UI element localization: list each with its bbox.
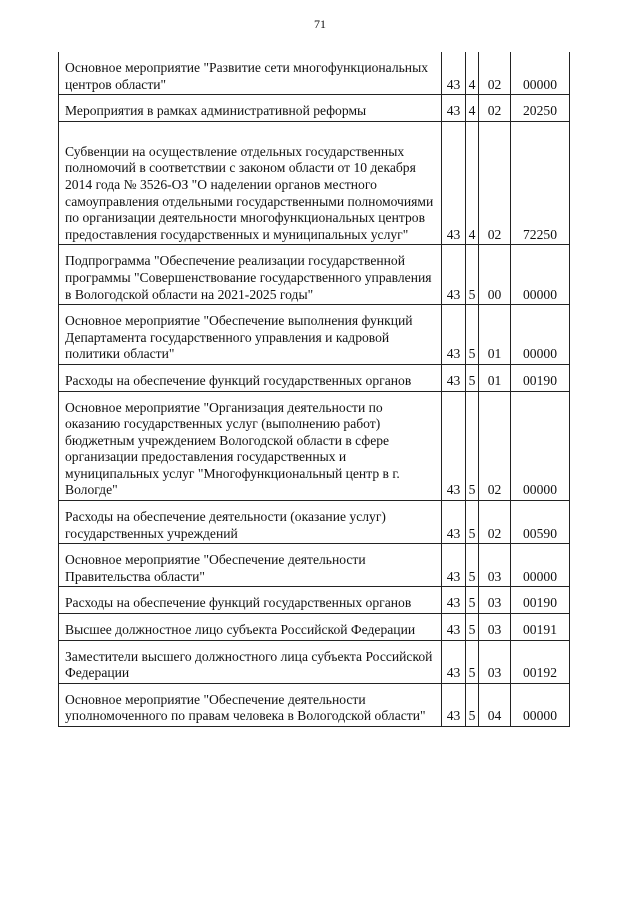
code-part-4: 00000 — [511, 683, 570, 726]
table-row — [59, 683, 570, 726]
row-name: Мероприятия в рамках административной реформы — [59, 95, 442, 122]
code-part-3: 01 — [479, 364, 511, 391]
code-part-2: 5 — [466, 391, 479, 501]
code-part-1: 43 — [442, 245, 466, 305]
table-row — [59, 587, 570, 614]
code-part-3: 01 — [479, 305, 511, 365]
code-part-4: 00191 — [511, 614, 570, 641]
code-part-1: 43 — [442, 640, 466, 683]
row-name: Субвенции на осуществление отдельных государственных полномочий в соответствии с законом области от 10 декабря 2014 года № 3526-ОЗ "О наделении органов местного самоуправления отдельными государственными полномочиями по организации деятельности многофункциональных центров предоставления государственных и муниципальных услуг" — [59, 121, 442, 245]
code-part-1: 43 — [442, 614, 466, 641]
table-row — [59, 364, 570, 391]
code-part-1: 43 — [442, 364, 466, 391]
row-name: Подпрограмма "Обеспечение реализации государственной программы "Совершенствование государственного управления в Вологодской области на 2021-2025 годы" — [59, 245, 442, 305]
row-name: Основное мероприятие "Развитие сети многофункциональных центров области" — [59, 52, 442, 95]
code-part-2: 5 — [466, 614, 479, 641]
code-part-1: 43 — [442, 95, 466, 122]
code-part-3: 02 — [479, 121, 511, 245]
table-row — [59, 121, 570, 245]
code-part-2: 5 — [466, 640, 479, 683]
budget-table — [58, 52, 570, 727]
code-part-3: 03 — [479, 544, 511, 587]
code-part-2: 4 — [466, 121, 479, 245]
row-name: Расходы на обеспечение функций государственных органов — [59, 364, 442, 391]
code-part-4: 00000 — [511, 305, 570, 365]
code-part-2: 5 — [466, 501, 479, 544]
code-part-2: 4 — [466, 95, 479, 122]
code-part-2: 4 — [466, 52, 479, 95]
code-part-1: 43 — [442, 52, 466, 95]
code-part-3: 00 — [479, 245, 511, 305]
code-part-1: 43 — [442, 305, 466, 365]
code-part-2: 5 — [466, 544, 479, 587]
code-part-2: 5 — [466, 245, 479, 305]
code-part-4: 00192 — [511, 640, 570, 683]
code-part-1: 43 — [442, 587, 466, 614]
row-name: Основное мероприятие "Обеспечение деятельности уполномоченного по правам человека в Вологодской области" — [59, 683, 442, 726]
code-part-4: 00000 — [511, 52, 570, 95]
table-row — [59, 245, 570, 305]
code-part-1: 43 — [442, 544, 466, 587]
code-part-4: 00000 — [511, 245, 570, 305]
page-number: 71 — [314, 17, 326, 31]
row-name: Основное мероприятие "Обеспечение деятельности Правительства области" — [59, 544, 442, 587]
code-part-1: 43 — [442, 121, 466, 245]
table-row — [59, 614, 570, 641]
row-name: Высшее должностное лицо субъекта Российской Федерации — [59, 614, 442, 641]
code-part-3: 03 — [479, 640, 511, 683]
code-part-3: 02 — [479, 95, 511, 122]
code-part-4: 20250 — [511, 95, 570, 122]
table-row — [59, 544, 570, 587]
table-row — [59, 305, 570, 365]
code-part-4: 00190 — [511, 587, 570, 614]
code-part-3: 03 — [479, 614, 511, 641]
code-part-4: 72250 — [511, 121, 570, 245]
code-part-2: 5 — [466, 305, 479, 365]
code-part-1: 43 — [442, 501, 466, 544]
row-name: Основное мероприятие "Организация деятельности по оказанию государственных услуг (выполнению работ) бюджетным учреждением Вологодской области в сфере организации предоставления государственных и муниципальных услуг "Многофункциональный центр в г. Вологде" — [59, 391, 442, 501]
code-part-2: 5 — [466, 683, 479, 726]
code-part-3: 03 — [479, 587, 511, 614]
code-part-1: 43 — [442, 683, 466, 726]
code-part-2: 5 — [466, 364, 479, 391]
code-part-3: 02 — [479, 501, 511, 544]
row-name: Расходы на обеспечение деятельности (оказание услуг) государственных учреждений — [59, 501, 442, 544]
table-row — [59, 640, 570, 683]
code-part-4: 00190 — [511, 364, 570, 391]
code-part-1: 43 — [442, 391, 466, 501]
table-row — [59, 52, 570, 95]
code-part-4: 00590 — [511, 501, 570, 544]
code-part-3: 02 — [479, 52, 511, 95]
table-row — [59, 95, 570, 122]
row-name: Расходы на обеспечение функций государственных органов — [59, 587, 442, 614]
code-part-2: 5 — [466, 587, 479, 614]
table-row — [59, 391, 570, 501]
code-part-4: 00000 — [511, 544, 570, 587]
row-name: Основное мероприятие "Обеспечение выполнения функций Департамента государственного управления и кадровой политики области" — [59, 305, 442, 365]
code-part-3: 02 — [479, 391, 511, 501]
table-row — [59, 501, 570, 544]
code-part-3: 04 — [479, 683, 511, 726]
row-name: Заместители высшего должностного лица субъекта Российской Федерации — [59, 640, 442, 683]
code-part-4: 00000 — [511, 391, 570, 501]
